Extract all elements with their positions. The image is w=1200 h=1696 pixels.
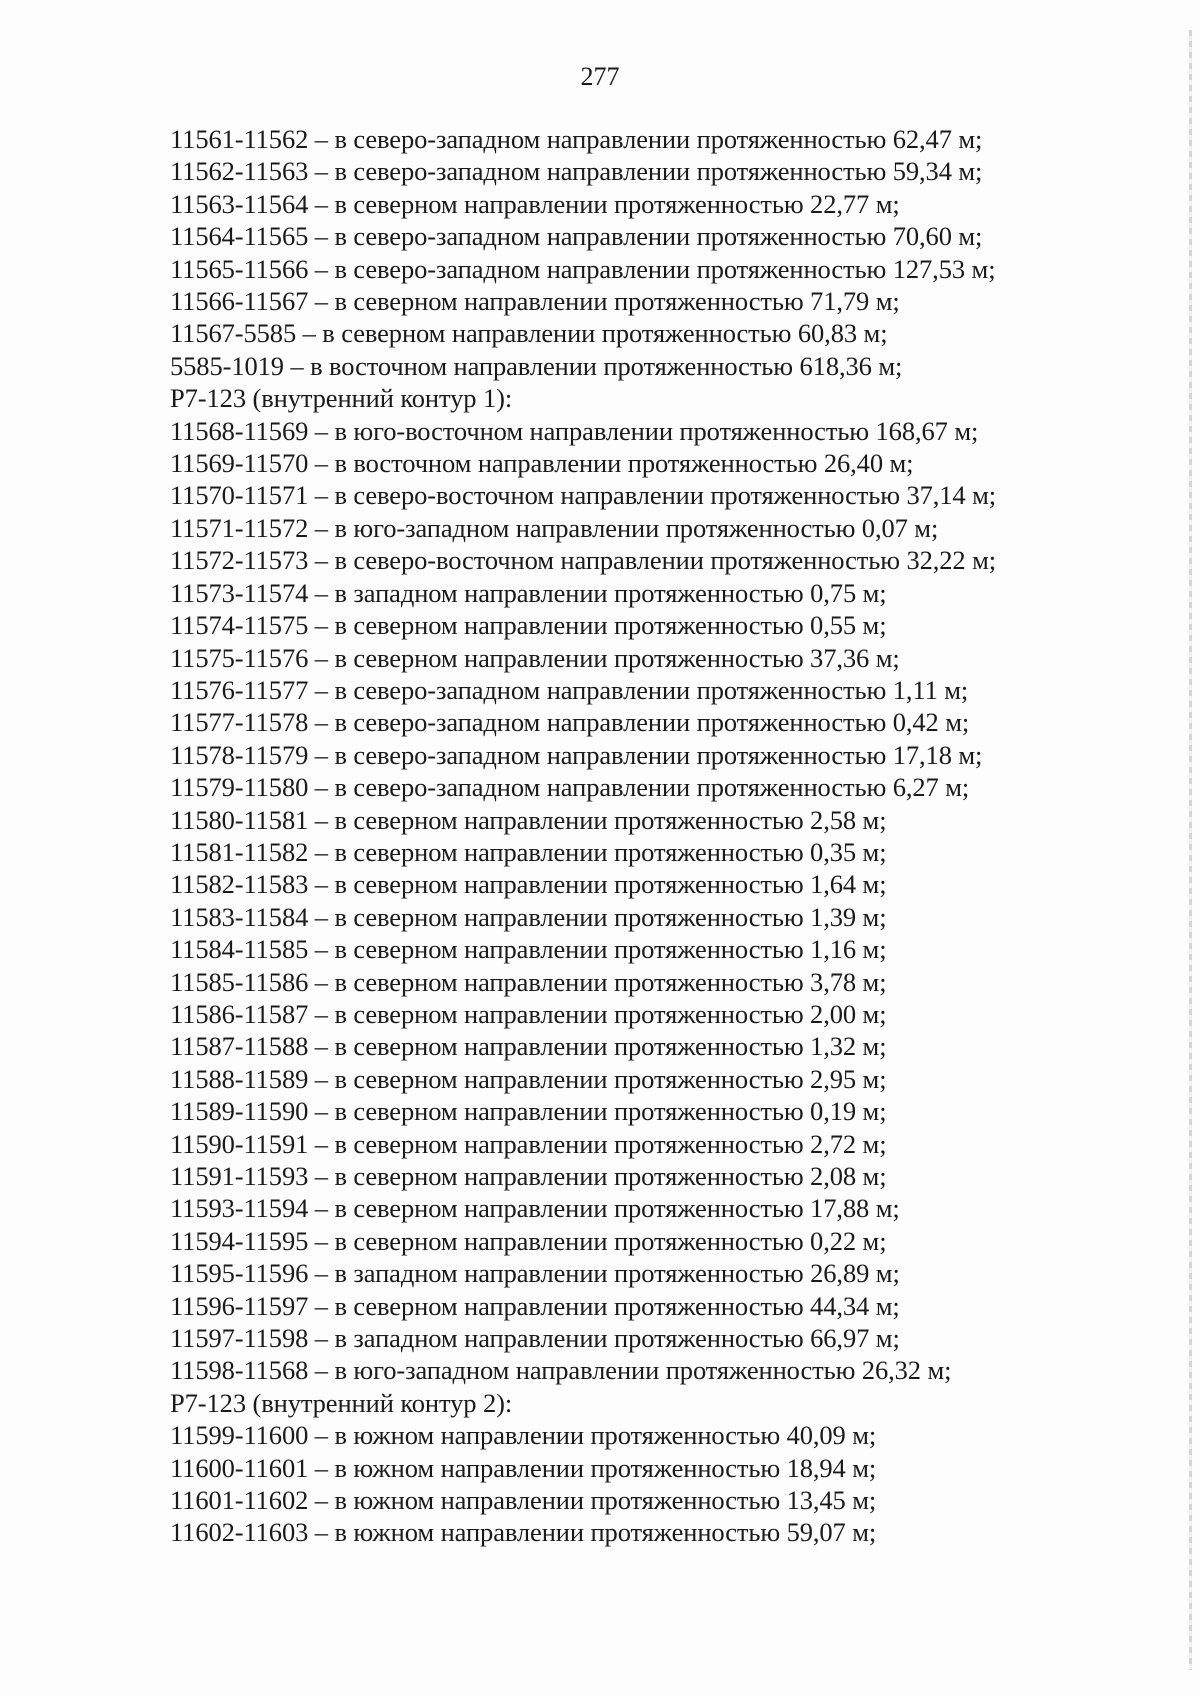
boundary-segment-line: 11602-11603 – в южном направлении протяженностью 59,07 м; [170,1517,877,1548]
boundary-segment-line: 11569-11570 – в восточном направлении протяженностью 26,40 м; [170,448,914,479]
scan-edge-artifact [1189,30,1192,1670]
boundary-segment-line: 11591-11593 – в северном направлении протяженностью 2,08 м; [170,1161,887,1191]
boundary-segment-line: 11570-11571 – в северо-восточном направлении протяженностью 37,14 м; [170,480,997,511]
boundary-segment-line: 11564-11565 – в северо-западном направлении протяженностью 70,60 м; [170,221,983,252]
boundary-segment-line: 11576-11577 – в северо-западном направлении протяженностью 1,11 м; [170,674,969,705]
boundary-segment-line: 11563-11564 – в северном направлении протяженностью 22,77 м; [170,188,900,219]
boundary-segment-line: 11577-11578 – в северо-западном направлении протяженностью 0,42 м; [170,707,970,738]
boundary-segment-line: 11589-11590 – в северном направлении протяженностью 0,19 м; [170,1096,887,1127]
boundary-segment-line: 11579-11580 – в северо-западном направлении протяженностью 6,27 м; [170,772,970,803]
boundary-segment-line: 11594-11595 – в северном направлении протяженностью 0,22 м; [170,1225,887,1256]
boundary-segment-line: 11596-11597 – в северном направлении протяженностью 44,34 м; [170,1290,900,1321]
boundary-segment-line: 11566-11567 – в северном направлении протяженностью 71,79 м; [170,286,900,317]
boundary-segment-line: 11573-11574 – в западном направлении протяженностью 0,75 м; [170,577,887,608]
boundary-segment-line: 11567-5585 – в северном направлении протяженностью 60,83 м; [170,318,888,349]
boundary-segment-line: 11568-11569 – в юго-восточном направлении протяженностью 168,67 м; [170,415,979,446]
boundary-segment-line: 11601-11602 – в южном направлении протяженностью 13,45 м; [170,1485,877,1516]
boundary-segment-line: 11578-11579 – в северо-западном направлении протяженностью 17,18 м; [170,739,983,770]
contour-heading: Р7-123 (внутренний контур 1): [170,383,513,414]
boundary-segment-line: 11587-11588 – в северном направлении протяженностью 1,32 м; [170,1031,887,1062]
boundary-segment-line: 11586-11587 – в северном направлении протяженностью 2,00 м; [170,998,887,1029]
boundary-segment-line: 11561-11562 – в северо-западном направлении протяженностью 62,47 м; [170,124,983,154]
boundary-segment-line: 11583-11584 – в северном направлении протяженностью 1,39 м; [170,901,887,932]
boundary-segment-line: 11584-11585 – в северном направлении протяженностью 1,16 м; [170,934,887,965]
boundary-segment-line: 11572-11573 – в северо-восточном направлении протяженностью 32,22 м; [170,545,997,576]
boundary-segment-line: 11590-11591 – в северном направлении протяженностью 2,72 м; [170,1128,887,1159]
boundary-segment-line: 11598-11568 – в юго-западном направлении протяженностью 26,32 м; [170,1355,952,1386]
boundary-segment-line: 11565-11566 – в северо-западном направлении протяженностью 127,53 м; [170,253,996,284]
boundary-segment-line: 11597-11598 – в западном направлении протяженностью 66,97 м; [170,1323,900,1354]
boundary-segment-line: 11582-11583 – в северном направлении протяженностью 1,64 м; [170,869,887,900]
boundary-segment-line: 11593-11594 – в северном направлении протяженностью 17,88 м; [170,1193,900,1224]
boundary-segment-line: 11588-11589 – в северном направлении протяженностью 2,95 м; [170,1063,887,1094]
boundary-segment-line: 11571-11572 – в юго-западном направлении протяженностью 0,07 м; [170,512,939,543]
boundary-segment-line: 11580-11581 – в северном направлении протяженностью 2,58 м; [170,804,887,835]
contour-heading: Р7-123 (внутренний контур 2): [170,1387,513,1418]
boundary-segment-line: 11581-11582 – в северном направлении протяженностью 0,35 м; [170,836,887,867]
page-number: 277 [580,62,620,91]
boundary-segment-line: 11562-11563 – в северо-западном направлении протяженностью 59,34 м; [170,156,983,187]
boundary-segment-line: 11575-11576 – в северном направлении протяженностью 37,36 м; [170,642,900,673]
boundary-segment-line: 11599-11600 – в южном направлении протяженностью 40,09 м; [170,1420,877,1451]
boundary-description-list [170,123,1100,1549]
boundary-segment-line: 11574-11575 – в северном направлении протяженностью 0,55 м; [170,610,887,641]
boundary-segment-line: 11600-11601 – в южном направлении протяженностью 18,94 м; [170,1452,877,1483]
boundary-segment-line: 11595-11596 – в западном направлении протяженностью 26,89 м; [170,1258,900,1289]
boundary-segment-line: 5585-1019 – в восточном направлении протяженностью 618,36 м; [170,350,903,381]
boundary-segment-line: 11585-11586 – в северном направлении протяженностью 3,78 м; [170,966,887,997]
